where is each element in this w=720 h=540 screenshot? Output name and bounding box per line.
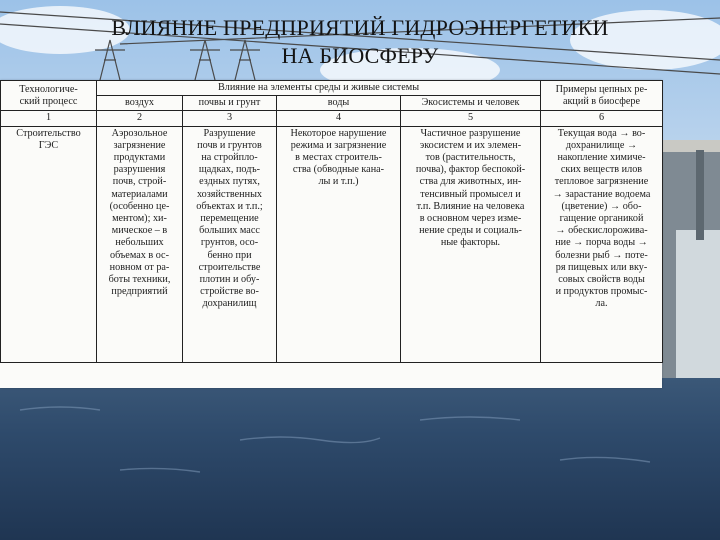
column-number: 4 <box>277 111 401 126</box>
slide-title-line-2: НА БИОСФЕРУ <box>281 43 439 68</box>
cell-water: Некоторое нарушение режима и загрязнение в местах строитель- ства (обводные кана- лы и т.п.) <box>277 126 401 362</box>
column-number: 1 <box>1 111 97 126</box>
column-number: 5 <box>401 111 541 126</box>
header-soil: почвы и грунт <box>183 96 277 111</box>
table-row <box>1 126 663 362</box>
impact-table <box>0 80 663 363</box>
header-air: воздух <box>97 96 183 111</box>
cell-soil: Разрушение почв и грунтов на стройпло- щадках, подъ- ездных путях, хозяйственных объектах и т.п.; перемещение больших масс грунтов, осо- бенно при строительстве плотин и обу- стройстве во- дохранилищ <box>183 126 277 362</box>
table-header-row-1 <box>1 81 663 96</box>
column-number: 6 <box>541 111 663 126</box>
header-influence-group: Влияние на элементы среды и живые системы <box>97 81 541 96</box>
header-water: воды <box>277 96 401 111</box>
cell-eco: Частичное разрушение экосистем и их элемен- тов (растительность, почва), фактор беспокой- ства для животных, ин- тенсивный промысел и т.п. Влияние на человека в основном через изме- нение среды и социаль- ные факторы. <box>401 126 541 362</box>
table-number-row <box>1 111 663 126</box>
column-number: 3 <box>183 111 277 126</box>
header-eco: Экосистемы и человек <box>401 96 541 111</box>
header-process: Технологиче- ский процесс <box>1 81 97 111</box>
impact-table-card <box>0 80 662 388</box>
header-chains: Примеры цепных ре- акций в биосфере <box>541 81 663 111</box>
slide-title <box>0 14 720 70</box>
dam-structure <box>662 140 720 380</box>
cell-air: Аэрозольное загрязнение продуктами разрушения почв, строй- материалами (особенно це- ментом); хи- мическое – в небольших объемах в ос- новном от ра- боты техники, предприятий <box>97 126 183 362</box>
cell-process: Строительство ГЭС <box>1 126 97 362</box>
column-number: 2 <box>97 111 183 126</box>
slide-title-line-1: ВЛИЯНИЕ ПРЕДПРИЯТИЙ ГИДРОЭНЕРГЕТИКИ <box>111 15 609 40</box>
cell-chains: Текущая вода → во- дохранилище → накопление химиче- ских веществ илов тепловое загрязнение → зарастание водоема (цветение) → обо- гащение органикой → обескислорожива- ние → порча воды → болезни рыб → поте- ря пищевых или вку- совых свойств воды и продуктов промыс- ла. <box>541 126 663 362</box>
